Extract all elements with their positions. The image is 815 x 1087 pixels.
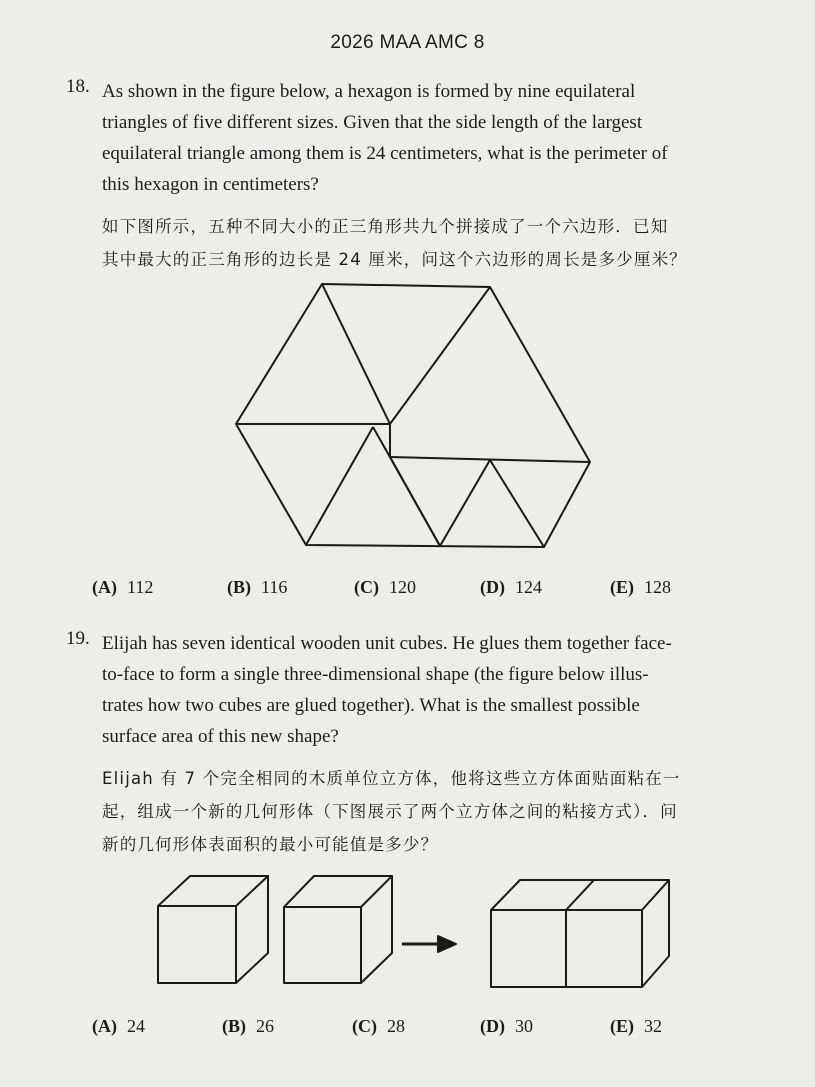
choice-letter: (A) [92, 577, 117, 597]
text-line: 如下图所示，五种不同大小的正三角形共九个拼接成了一个六边形．已知 [102, 217, 669, 236]
text-line: trates how two cubes are glued together). What is the smallest possible [102, 695, 640, 716]
choice-e[interactable] [610, 577, 671, 598]
problem-text-english [102, 76, 726, 200]
choice-letter: (A) [92, 1016, 117, 1036]
choice-value: 24 [127, 1016, 145, 1036]
text-line: triangles of five different sizes. Given that the side length of the largest [102, 112, 643, 133]
problem-number: 19. [66, 628, 90, 649]
choice-value: 116 [261, 577, 288, 597]
choice-value: 112 [127, 577, 154, 597]
triangle-edge [490, 460, 544, 547]
text-line: 其中最大的正三角形的边长是 24 厘米，问这个六边形的周长是多少厘米？ [102, 250, 687, 269]
text-line: 起，组成一个新的几何形体（下图展示了两个立方体之间的粘接方式）．问 [102, 802, 678, 821]
choice-b[interactable] [227, 577, 287, 598]
cube-front-face [158, 906, 236, 983]
problem-19 [66, 628, 726, 861]
cube-top-edges [284, 876, 392, 907]
triangle-edge [440, 460, 490, 546]
answer-choices-19 [92, 1016, 712, 1044]
text-line: As shown in the figure below, a hexagon is formed by nine equilateral [102, 81, 636, 102]
choice-c[interactable] [354, 577, 416, 598]
choice-value: 120 [389, 577, 416, 597]
answer-choices-18 [92, 577, 712, 605]
glued-cubes [491, 880, 669, 987]
choice-value: 30 [515, 1016, 533, 1036]
choice-b[interactable] [222, 1016, 274, 1037]
prism-top-divider [566, 880, 594, 910]
choice-letter: (E) [610, 1016, 634, 1036]
hexagon-figure [230, 278, 600, 553]
problem-text-english [102, 628, 726, 752]
choice-c[interactable] [352, 1016, 405, 1037]
text-line: this hexagon in centimeters? [102, 174, 319, 195]
choice-a[interactable] [92, 1016, 145, 1037]
cube-middle [284, 876, 392, 983]
text-line: surface area of this new shape? [102, 726, 339, 747]
cubes-figure [150, 868, 700, 993]
choice-letter: (D) [480, 577, 505, 597]
problem-text-chinese [102, 762, 726, 861]
choice-letter: (C) [352, 1016, 377, 1036]
choice-letter: (B) [222, 1016, 246, 1036]
text-line: Elijah 有 7 个完全相同的木质单位立方体，他将这些立方体面贴面粘在一 [102, 769, 681, 788]
problem-number: 18. [66, 76, 90, 97]
choice-d[interactable] [480, 1016, 533, 1037]
choice-letter: (B) [227, 577, 251, 597]
choice-letter: (E) [610, 577, 634, 597]
arrow-head [438, 936, 456, 952]
cube-front-face [284, 907, 361, 983]
choice-d[interactable] [480, 577, 542, 598]
choice-e[interactable] [610, 1016, 662, 1037]
choice-value: 124 [515, 577, 542, 597]
right-arrow-icon [402, 936, 456, 952]
triangle-edge [390, 457, 440, 546]
choice-value: 128 [644, 577, 671, 597]
page-header: 2026 MAA AMC 8 [330, 32, 485, 53]
cube-top-edges [158, 876, 268, 906]
choice-letter: (C) [354, 577, 379, 597]
triangle-edge [322, 284, 390, 424]
text-line: to-face to form a single three-dimensional shape (the figure below illus- [102, 664, 649, 685]
triangle-edge [306, 427, 373, 545]
choice-letter: (D) [480, 1016, 505, 1036]
hexagon-outline [236, 284, 590, 547]
triangle-edge [390, 287, 490, 424]
text-line: Elijah has seven identical wooden unit cubes. He glues them together face- [102, 633, 672, 654]
text-line: 新的几何形体表面积的最小可能值是多少？ [102, 835, 439, 854]
choice-a[interactable] [92, 577, 153, 598]
problem-18 [66, 76, 726, 276]
text-line: equilateral triangle among them is 24 centimeters, what is the perimeter of [102, 143, 668, 164]
problem-text-chinese [102, 210, 726, 276]
choice-value: 32 [644, 1016, 662, 1036]
cube-left [158, 876, 268, 983]
choice-value: 26 [256, 1016, 274, 1036]
choice-value: 28 [387, 1016, 405, 1036]
